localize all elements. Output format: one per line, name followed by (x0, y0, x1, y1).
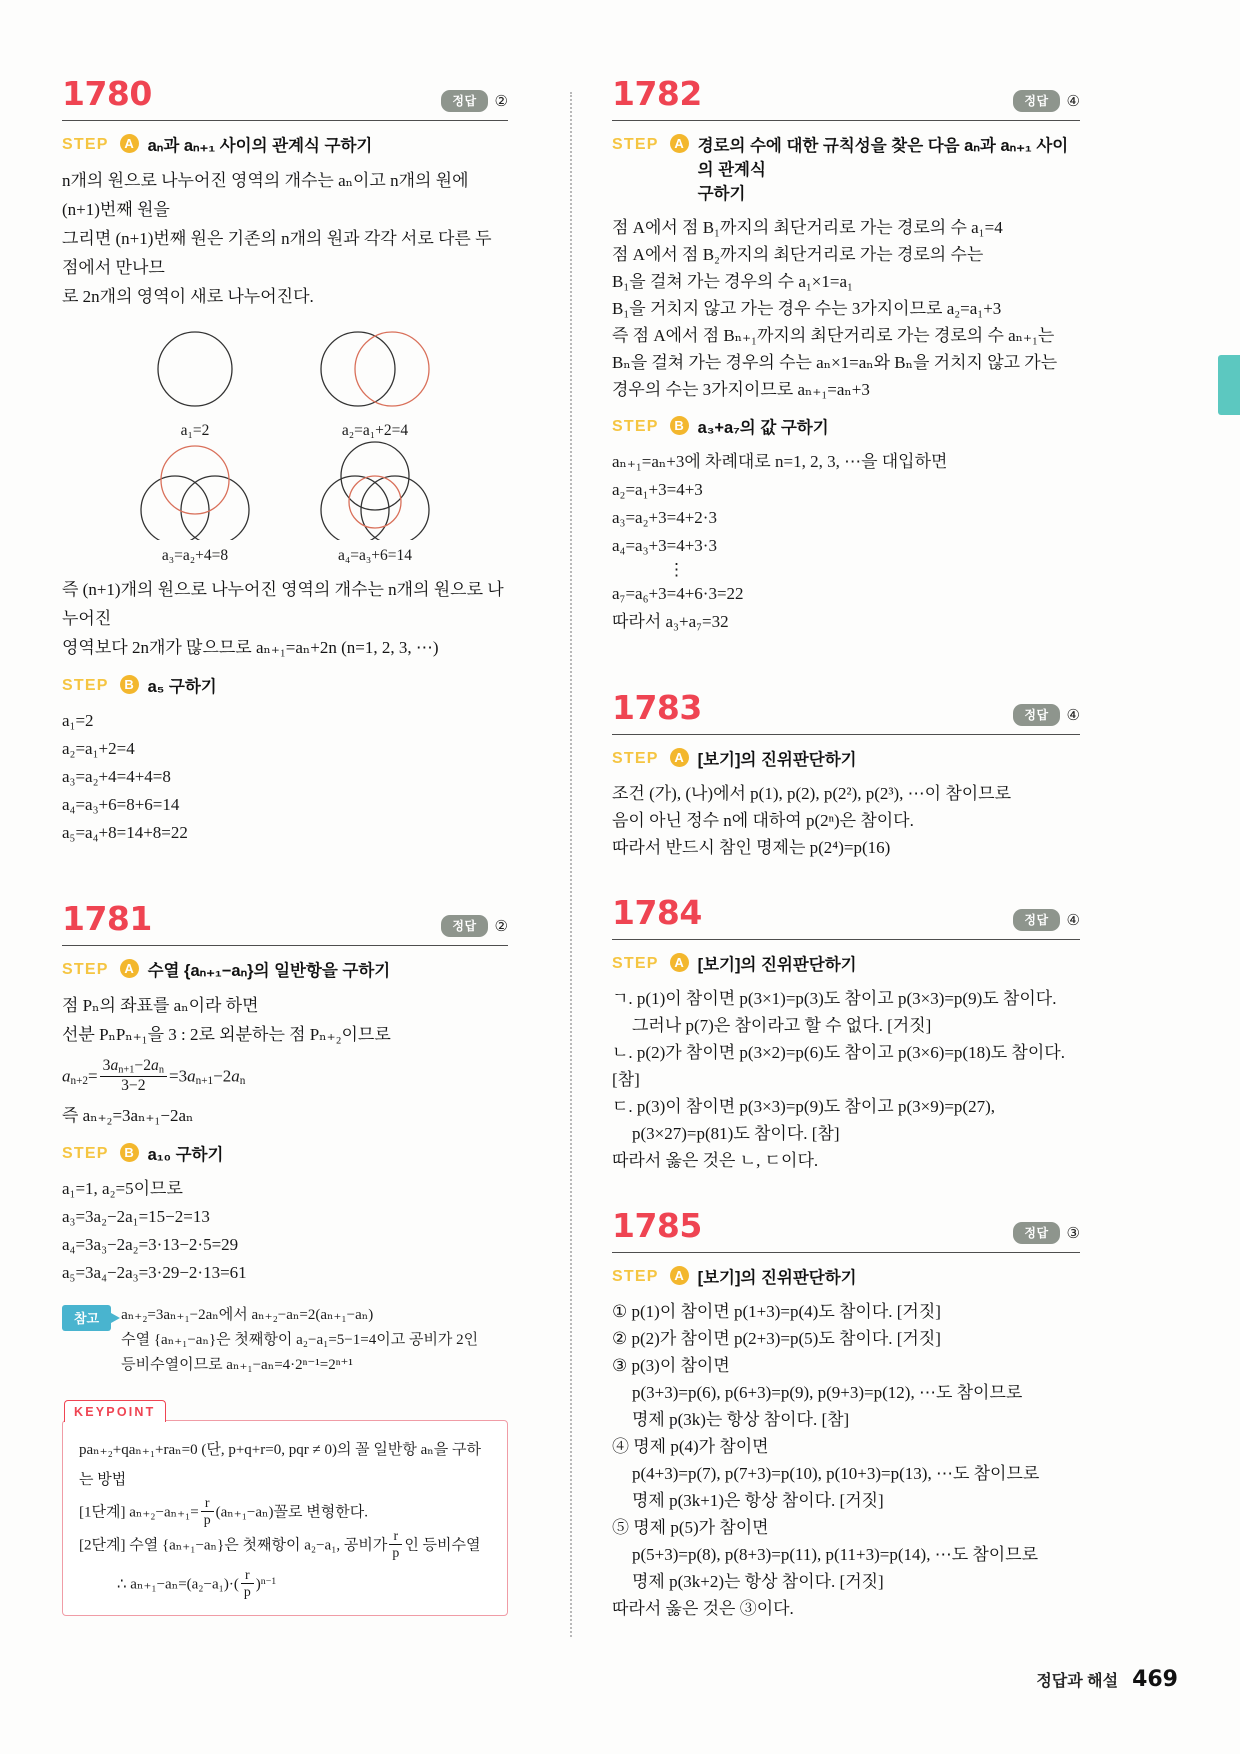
keypoint-box (62, 1400, 508, 1616)
two-column-layout (62, 74, 1082, 1634)
fraction (241, 1567, 254, 1600)
fraction-denominator: p (389, 1544, 402, 1561)
section-spacer (62, 853, 508, 899)
equation-line: a₁=1, a₂=5이므로 (62, 1179, 183, 1199)
step-label: STEP (612, 955, 659, 972)
step-a (612, 1266, 1080, 1290)
body-line: B₁을 걸쳐 가는 경우의 수 a₁×1=a₁ (612, 272, 853, 291)
figure-cell-4 (285, 440, 465, 565)
keypoint-line-4: ∴ aₙ₊₁−aₙ=(a₂−a₁)·( $\frac{r}{p}$ )$^{n-1}$ (117, 1566, 277, 1599)
step-label: STEP (62, 677, 109, 694)
step-badge-a: A (670, 1266, 689, 1285)
body-line: ④ 명제 p(4)가 참이면 (612, 1437, 769, 1456)
answer-pill-label: 정답 (1013, 90, 1059, 112)
answer-value: ② (494, 917, 508, 935)
step-a-title: [보기]의 진위판단하기 (697, 1269, 857, 1287)
answer-value: ② (494, 92, 508, 110)
chapter-thumb-tab (1218, 355, 1240, 415)
note-line: 등비수열이므로 aₙ₊₁−aₙ=4·2ⁿ⁻¹=2ⁿ⁺¹ (121, 1357, 353, 1374)
problem-header (612, 74, 1080, 120)
body-line: p(5+3)=p(8), p(8+3)=p(11), p(11+3)=p(14), ⋯도 참이므로 (632, 1545, 1039, 1564)
note-body (121, 1303, 508, 1378)
equation-line: a₂=a₁+3=4+3 (612, 480, 703, 499)
body-line: ② p(2)가 참이면 p(2+3)=p(5)도 참이다. [거짓] (612, 1329, 941, 1348)
step-a-title-line2: 구하기 (697, 185, 746, 203)
circles-diagram-3 (120, 440, 270, 540)
answer-badge (1013, 704, 1080, 726)
section-spacer (612, 1180, 1080, 1206)
body-line: ① p(1)이 참이면 p(1+3)=p(4)도 참이다. [거짓] (612, 1302, 941, 1321)
fraction-denominator: p (201, 1511, 214, 1528)
body-line: 즉 aₙ₊₂=3aₙ₊₁−2aₙ (62, 1106, 194, 1126)
section-spacer (612, 642, 1080, 688)
figure-caption: a₄=a₃+6=14 (337, 547, 413, 564)
note-line: 수열 {aₙ₊₁−aₙ}은 첫째항이 a₂−a₁=5−1=4이고 공비가 2인 (121, 1332, 479, 1349)
answer-badge (1013, 1222, 1080, 1244)
problem-header (62, 74, 508, 120)
step-a (612, 953, 1080, 977)
header-rule (612, 939, 1080, 940)
equation-line: a₃=a₂+3=4+2·3 (612, 508, 717, 527)
step-a (62, 959, 508, 983)
step-a-title-line1: 경로의 수에 대한 규칙성을 찾은 다음 aₙ과 aₙ₊₁ 사이의 관계식 (697, 137, 1069, 179)
step-a-title: [보기]의 진위판단하기 (697, 751, 857, 769)
answer-value: ④ (1066, 92, 1080, 110)
column-divider (570, 92, 572, 1637)
body-line: 선분 PₙPₙ₊₁을 3 : 2로 외분하는 점 Pₙ₊₂이므로 (62, 1025, 391, 1044)
keypoint-line3-prefix: [2단계] 수열 {aₙ₊₁−aₙ}은 첫째항이 a₂−a₁, 공비가 (79, 1537, 388, 1554)
step-label: STEP (612, 136, 659, 153)
step-b (612, 416, 1080, 440)
header-rule (612, 120, 1080, 121)
circles-diagram-2 (300, 323, 450, 415)
header-rule (612, 1252, 1080, 1253)
body-line: ③ p(3)이 참이면 (612, 1356, 730, 1375)
body-line: 조건 (가), (나)에서 p(1), p(2), p(2²), p(2³), ⋯이 참이므로 (612, 784, 1012, 803)
step-b-title: a₃+a₇의 값 구하기 (697, 419, 829, 437)
fraction-denominator: p (241, 1583, 254, 1600)
keypoint-line4-prefix: ∴ aₙ₊₁−aₙ=(a₂−a₁)· (117, 1576, 234, 1593)
step-badge-a: A (120, 959, 139, 978)
problem-1784 (612, 893, 1080, 1174)
step-a (62, 134, 508, 158)
keypoint-line2-suffix: (aₙ₊₁−aₙ)꼴로 변형한다. (215, 1504, 368, 1521)
equation-line: a₁=2 (62, 711, 94, 730)
body-line: n개의 원으로 나누어진 영역의 개수는 aₙ이고 n개의 원에 (n+1)번째 원을 (62, 171, 469, 219)
body-line: 즉 점 A에서 점 Bₙ₊₁까지의 최단거리로 가는 경로의 수 aₙ₊₁는 (612, 326, 1055, 345)
fraction-numerator: r (393, 1527, 399, 1543)
keypoint-tag (64, 1400, 166, 1422)
problem-number: 1784 (612, 893, 702, 932)
answer-pill-label: 정답 (1013, 1222, 1059, 1244)
figure-caption: a₂=a₁+2=4 (341, 422, 409, 439)
keypoint-line-1: paₙ₊₂+qaₙ₊₁+raₙ=0 (단, p+q+r=0, pqr ≠ 0)의 꼴 일반항 aₙ을 구하는 방법 (79, 1442, 482, 1489)
problem-number: 1783 (612, 688, 702, 727)
body-line: B₁을 거치지 않고 가는 경우 수는 3가지이므로 a₂=a₁+3 (612, 299, 1002, 318)
keypoint-line4-exponent: n−1 (260, 1575, 277, 1587)
figure-caption: a₃=a₂+4=8 (161, 547, 229, 564)
right-column (610, 74, 1080, 1634)
body-line: 명제 p(3k)는 항상 참이다. [참] (632, 1410, 850, 1429)
keypoint-body (62, 1420, 508, 1616)
answer-badge (441, 915, 508, 937)
step-b (62, 675, 508, 699)
problem-header (612, 1206, 1080, 1252)
body-line: 점 A에서 점 B₁까지의 최단거리로 가는 경로의 수 a₁=4 (612, 218, 1003, 237)
body-line: 명제 p(3k+1)은 항상 참이다. [거짓] (632, 1491, 884, 1510)
answer-pill-label: 정답 (1013, 909, 1059, 931)
vertical-dots: ⋮ (668, 560, 685, 579)
header-rule (612, 734, 1080, 735)
equation-line: a₄=a₃+6=8+6=14 (62, 795, 180, 814)
keypoint-tag-label: KEYPOINT (74, 1405, 156, 1420)
keypoint-line2-prefix: [1단계] aₙ₊₂−aₙ₊₁= (79, 1504, 199, 1521)
step-label: STEP (612, 1268, 659, 1285)
figure-cell-3 (105, 440, 285, 565)
reference-note (62, 1303, 508, 1378)
problem-header (62, 899, 508, 945)
circles-diagram-1 (120, 323, 270, 415)
step-label: STEP (62, 136, 109, 153)
fraction-equation: $a_{n+2}=$ $\frac{3a_{n+1}-2a_n}{3-2}$ $=3a_{n+1}-2a_n$ (62, 1057, 246, 1095)
page-number: 469 (1132, 1667, 1178, 1692)
step-badge-a: A (120, 134, 139, 153)
problem-header (612, 688, 1080, 734)
step-a-title: [보기]의 진위판단하기 (697, 956, 857, 974)
figure-cell-2 (285, 323, 465, 440)
body-line: 음이 아닌 정수 n에 대하여 p(2ⁿ)은 참이다. (612, 811, 914, 830)
equation-line: a₃=a₂+4=4+4=8 (62, 767, 171, 786)
step-label: STEP (62, 1145, 109, 1163)
problem-number: 1781 (62, 899, 152, 938)
step-label: STEP (612, 418, 659, 435)
answer-badge (1013, 90, 1080, 112)
step-badge-b: B (120, 1143, 139, 1162)
problem-number: 1785 (612, 1206, 702, 1245)
fraction-numerator: r (245, 1566, 250, 1582)
body-line: 점 Pₙ의 좌표를 aₙ이라 하면 (62, 996, 259, 1015)
body-line: 명제 p(3k+2)는 항상 참이다. [거짓] (632, 1572, 884, 1591)
step-a-title: aₙ과 aₙ₊₁ 사이의 관계식 구하기 (147, 137, 373, 155)
body-line: ⑤ 명제 p(5)가 참이면 (612, 1518, 769, 1537)
body-line: 로 2n개의 영역이 새로 나누어진다. (62, 287, 314, 306)
answer-value: ③ (1066, 1224, 1080, 1242)
problem-1785 (612, 1206, 1080, 1622)
problem-1783 (612, 688, 1080, 861)
answer-badge (1013, 909, 1080, 931)
section-spacer (612, 867, 1080, 893)
problem-number: 1782 (612, 74, 702, 113)
answer-value: ④ (1066, 706, 1080, 724)
body-line: 점 A에서 점 B₂까지의 최단거리로 가는 경로의 수는 (612, 245, 984, 264)
body-line: 따라서 옳은 것은 ③이다. (612, 1599, 794, 1618)
note-line: aₙ₊₂=3aₙ₊₁−2aₙ에서 aₙ₊₂−aₙ=2(aₙ₊₁−aₙ) (121, 1307, 374, 1324)
circle-region-figure (62, 323, 508, 565)
step-label: STEP (62, 961, 109, 978)
step-a-title: 수열 {aₙ₊₁−aₙ}의 일반항을 구하기 (147, 962, 391, 980)
page-footer (1036, 1667, 1178, 1692)
body-line: 즉 (n+1)개의 원으로 나누어진 영역의 개수는 n개의 원으로 나누어진 (62, 580, 504, 628)
body-line: 영역보다 2n개가 많으므로 aₙ₊₁=aₙ+2n (n=1, 2, 3, ⋯) (62, 638, 439, 657)
answer-pill-label: 정답 (441, 90, 487, 112)
header-rule (62, 120, 508, 121)
body-line: 따라서 옳은 것은 ㄴ, ㄷ이다. (612, 1151, 819, 1170)
problem-1782 (612, 74, 1080, 636)
step-badge-a: A (670, 953, 689, 972)
step-a (612, 134, 1080, 206)
problem-number: 1780 (62, 74, 152, 113)
answer-value: ④ (1066, 911, 1080, 929)
body-line: ㄷ. p(3)이 참이면 p(3×3)=p(9)도 참이고 p(3×9)=p(27), (612, 1097, 996, 1116)
answer-badge (441, 90, 508, 112)
equation-line: aₙ₊₁=aₙ+3에 차례대로 n=1, 2, 3, ⋯을 대입하면 (612, 452, 948, 471)
body-line: Bₙ을 걸쳐 가는 경우의 수는 aₙ×1=aₙ와 Bₙ을 거치지 않고 가는 (612, 353, 1058, 372)
step-badge-a: A (670, 134, 689, 153)
figure-cell-1 (105, 323, 285, 440)
body-line: p(3×27)=p(81)도 참이다. [참] (632, 1124, 840, 1143)
equation-line: a₅=a₄+8=14+8=22 (62, 823, 188, 842)
left-column (62, 74, 532, 1634)
body-line: ㄱ. p(1)이 참이면 p(3×1)=p(3)도 참이고 p(3×3)=p(9)도 참이다. (612, 989, 1057, 1008)
answer-pill-label: 정답 (441, 915, 487, 937)
header-rule (62, 945, 508, 946)
step-badge-b: B (670, 416, 689, 435)
body-line: p(3+3)=p(6), p(6+3)=p(9), p(9+3)=p(12), ⋯도 참이므로 (632, 1383, 1023, 1402)
step-badge-b: B (120, 675, 139, 694)
footer-label: 정답과 해설 (1036, 1673, 1119, 1690)
problem-1780 (62, 74, 508, 847)
figure-caption: a₁=2 (180, 422, 210, 439)
equation-line: a₄=a₃+3=4+3·3 (612, 536, 717, 555)
equation-line: 따라서 a₃+a₇=32 (612, 612, 729, 631)
circles-diagram-4 (300, 440, 450, 540)
equation-line: a₄=3a₃−2a₂=3·13−2·5=29 (62, 1235, 239, 1255)
column-divider-wrap (532, 74, 610, 1634)
keypoint-line-2 (79, 1495, 491, 1528)
step-badge-a: A (670, 748, 689, 767)
body-line: 따라서 반드시 참인 명제는 p(2⁴)=p(16) (612, 838, 891, 857)
equation-line: a₇=a₆+3=4+6·3=22 (612, 584, 744, 603)
keypoint-line3-suffix: 인 등비수열 (404, 1537, 481, 1554)
body-line: 그리면 (n+1)번째 원은 기존의 n개의 원과 각각 서로 다른 두 점에서 만나므 (62, 229, 492, 277)
keypoint-line-3 (79, 1528, 491, 1561)
body-line: ㄴ. p(2)가 참이면 p(3×2)=p(6)도 참이고 p(3×6)=p(18)도 참이다. [참] (612, 1043, 1065, 1089)
step-b-title: a₁₀ 구하기 (147, 1146, 224, 1165)
body-line: p(4+3)=p(7), p(7+3)=p(10), p(10+3)=p(13), ⋯도 참이므로 (632, 1464, 1040, 1483)
answer-pill-label: 정답 (1013, 704, 1059, 726)
fraction (201, 1495, 214, 1528)
problem-header (612, 893, 1080, 939)
fraction: $\frac{3a_{n+1}-2a_n}{3-2}$ (100, 1057, 167, 1095)
equation-line: a₃=3a₂−2a₁=15−2=13 (62, 1207, 210, 1227)
step-label: STEP (612, 750, 659, 767)
fraction (389, 1528, 402, 1561)
step-a (612, 748, 1080, 772)
fraction-numerator: r (204, 1495, 210, 1511)
note-tag: 참고 (62, 1305, 111, 1331)
problem-1781 (62, 899, 508, 1616)
body-line: 그러나 p(7)은 참이라고 할 수 없다. [거짓] (632, 1016, 932, 1035)
step-b (62, 1143, 508, 1167)
equation-line: a₂=a₁+2=4 (62, 739, 135, 758)
step-b-title: a₅ 구하기 (147, 678, 217, 696)
equation-line: a₅=3a₄−2a₃=3·29−2·13=61 (62, 1263, 247, 1283)
step-a-title (698, 134, 1080, 206)
body-line: 경우의 수는 3가지이므로 aₙ₊₁=aₙ+3 (612, 380, 870, 399)
